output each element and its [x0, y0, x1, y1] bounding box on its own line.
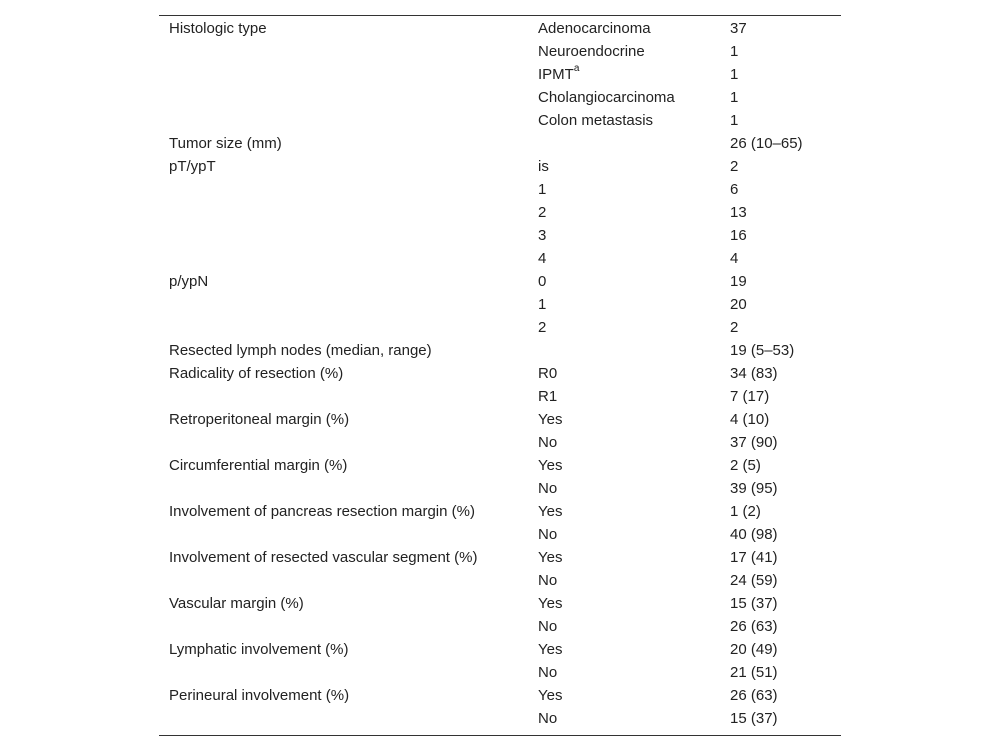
table-row — [159, 500, 841, 523]
row-value: 13 — [730, 204, 747, 221]
table-row — [159, 454, 841, 477]
row-value: 2 — [730, 319, 739, 336]
row-label — [159, 40, 538, 63]
table-row — [159, 178, 841, 201]
table-row — [159, 339, 841, 362]
row-label: Retroperitoneal margin (%) — [169, 411, 350, 428]
table-row — [159, 615, 841, 638]
table-row — [159, 546, 841, 569]
row-label — [159, 316, 538, 339]
row-label: Radicality of resection (%) — [169, 365, 344, 382]
row-category: is — [538, 158, 549, 175]
table-row — [159, 569, 841, 592]
table-row — [159, 17, 841, 40]
row-value: 21 (51) — [730, 664, 778, 681]
pathology-table — [159, 15, 841, 736]
row-value: 17 (41) — [730, 549, 778, 566]
row-value: 39 (95) — [730, 480, 778, 497]
row-value: 40 (98) — [730, 526, 778, 543]
row-value: 2 — [730, 158, 739, 175]
row-value: 24 (59) — [730, 572, 778, 589]
table-row — [159, 523, 841, 546]
row-label — [159, 86, 538, 109]
row-category: Yes — [538, 687, 563, 704]
table-row — [159, 40, 841, 63]
row-category: Colon metastasis — [538, 112, 654, 129]
row-label: Histologic type — [169, 20, 267, 37]
row-value: 26 (63) — [730, 618, 778, 635]
row-value: 19 (5–53) — [730, 342, 795, 359]
table-row — [159, 270, 841, 293]
table-row — [159, 316, 841, 339]
row-label — [159, 224, 538, 247]
row-label: Tumor size (mm) — [169, 135, 282, 152]
table-row — [159, 132, 841, 155]
row-category: 0 — [538, 273, 547, 290]
row-label: Vascular margin (%) — [169, 595, 304, 612]
row-category: 1 — [538, 296, 547, 313]
row-value: 15 (37) — [730, 595, 778, 612]
table-row — [159, 707, 841, 730]
row-label: Involvement of resected vascular segment (%) — [169, 549, 478, 566]
row-value: 26 (63) — [730, 687, 778, 704]
row-category: Yes — [538, 549, 563, 566]
table-row — [159, 201, 841, 224]
table-row — [159, 362, 841, 385]
row-label — [159, 201, 538, 224]
row-category: Neuroendocrine — [538, 43, 645, 60]
row-value: 4 (10) — [730, 411, 770, 428]
row-category: Yes — [538, 457, 563, 474]
row-category: 2 — [538, 204, 547, 221]
row-value: 37 (90) — [730, 434, 778, 451]
table-row — [159, 247, 841, 270]
row-label: Lymphatic involvement (%) — [169, 641, 349, 658]
row-label — [159, 385, 538, 408]
row-label: Perineural involvement (%) — [169, 687, 350, 704]
table-row — [159, 385, 841, 408]
row-label — [159, 431, 538, 454]
row-value: 7 (17) — [730, 388, 770, 405]
row-label: Resected lymph nodes (median, range) — [169, 342, 432, 359]
row-label: Circumferential margin (%) — [169, 457, 348, 474]
table-row — [159, 63, 841, 86]
table-row — [159, 109, 841, 132]
row-value: 6 — [730, 181, 739, 198]
table-row — [159, 293, 841, 316]
table-row — [159, 661, 841, 684]
row-label: Involvement of pancreas resection margin (%) — [169, 503, 475, 520]
row-category: Adenocarcinoma — [538, 20, 651, 37]
row-label — [159, 63, 538, 86]
table-row — [159, 477, 841, 500]
row-label: pT/ypT — [169, 158, 216, 175]
table-row — [159, 155, 841, 178]
table-row — [159, 224, 841, 247]
row-category: R0 — [538, 365, 558, 382]
row-value: 26 (10–65) — [730, 135, 803, 152]
row-category: 2 — [538, 319, 547, 336]
row-category: No — [538, 664, 558, 681]
row-category: No — [538, 434, 558, 451]
table-row — [159, 684, 841, 707]
row-category: No — [538, 572, 558, 589]
row-category: Yes — [538, 595, 563, 612]
table-row — [159, 638, 841, 661]
table-body — [159, 17, 841, 730]
row-label: p/ypN — [169, 273, 209, 290]
row-category: No — [538, 710, 558, 727]
row-value: 2 (5) — [730, 457, 761, 474]
row-label — [159, 293, 538, 316]
row-value: 19 — [730, 273, 747, 290]
row-value: 4 — [730, 250, 739, 267]
row-value: 34 (83) — [730, 365, 778, 382]
row-label — [159, 615, 538, 638]
row-category: R1 — [538, 388, 558, 405]
row-value: 1 — [730, 112, 739, 129]
row-value: 20 — [730, 296, 747, 313]
row-label — [159, 707, 538, 730]
table-row — [159, 86, 841, 109]
row-category — [538, 132, 730, 155]
table-row — [159, 408, 841, 431]
row-label — [159, 661, 538, 684]
row-category-text: IPMT — [538, 66, 574, 83]
row-label — [159, 523, 538, 546]
row-category: 3 — [538, 227, 547, 244]
row-value: 20 (49) — [730, 641, 778, 658]
row-label — [159, 247, 538, 270]
row-category: Yes — [538, 411, 563, 428]
row-label — [159, 569, 538, 592]
pathology-table-grid — [159, 17, 841, 730]
table-row — [159, 431, 841, 454]
row-category: 4 — [538, 250, 547, 267]
row-value: 1 — [730, 89, 739, 106]
row-category — [538, 63, 730, 86]
row-category: Yes — [538, 503, 563, 520]
row-category — [538, 339, 730, 362]
row-label — [159, 178, 538, 201]
row-category: Yes — [538, 641, 563, 658]
row-value: 37 — [730, 20, 747, 37]
row-value: 15 (37) — [730, 710, 778, 727]
row-value: 1 — [730, 43, 739, 60]
row-value: 1 (2) — [730, 503, 761, 520]
row-category: No — [538, 618, 558, 635]
row-category: No — [538, 526, 558, 543]
row-value: 16 — [730, 227, 747, 244]
row-value: 1 — [730, 66, 739, 83]
row-label — [159, 109, 538, 132]
footnote-marker: a — [573, 63, 580, 74]
row-label — [159, 477, 538, 500]
row-category: 1 — [538, 181, 547, 198]
row-category: Cholangiocarcinoma — [538, 89, 675, 106]
table-row — [159, 592, 841, 615]
row-category: No — [538, 480, 558, 497]
